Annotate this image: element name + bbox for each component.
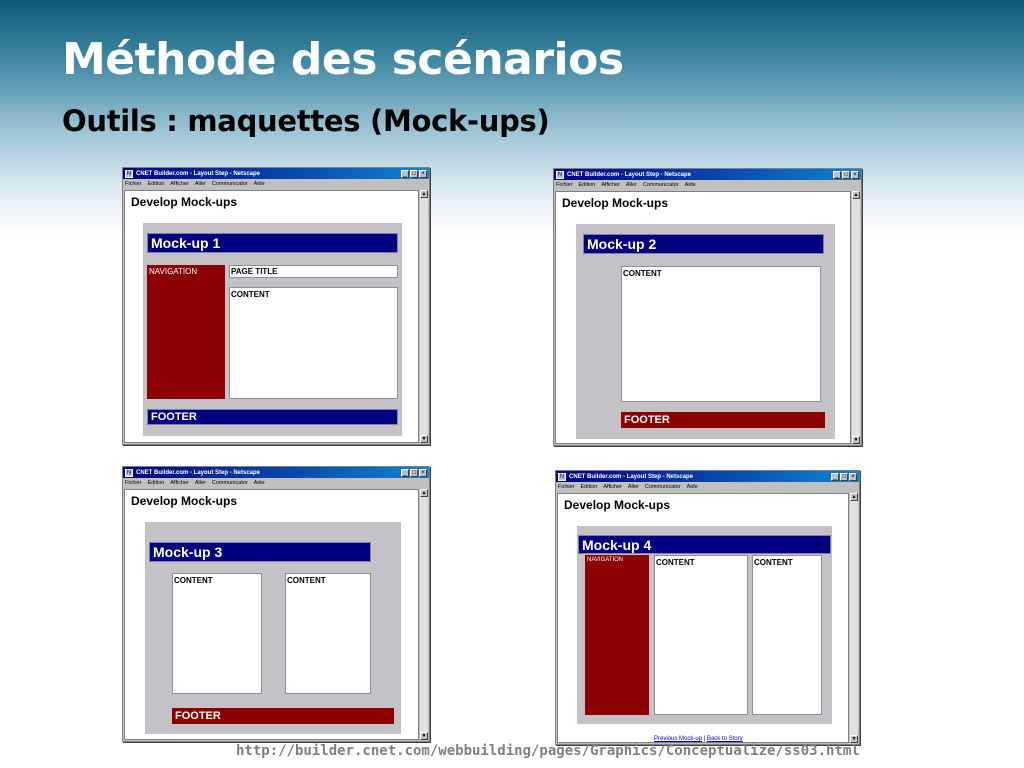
close-button[interactable]: ×	[419, 170, 427, 178]
menu-afficher[interactable]: Afficher	[170, 480, 189, 486]
menu-fichier[interactable]: Fichier	[558, 484, 575, 490]
content-box-right: CONTENT	[285, 573, 371, 694]
browser-window-3	[122, 466, 430, 742]
window-titlebar[interactable]	[123, 467, 429, 478]
netscape-icon: N	[126, 469, 132, 476]
window-titlebar[interactable]	[554, 169, 861, 180]
content-box-left: CONTENT	[654, 555, 748, 715]
close-button[interactable]: ×	[419, 469, 427, 477]
window-title: CNET Builder.com - Layout Step - Netscape	[569, 473, 694, 480]
page-viewport	[557, 493, 849, 743]
vertical-scrollbar[interactable]	[419, 190, 428, 443]
vertical-scrollbar[interactable]	[849, 493, 858, 743]
mockup-canvas	[143, 223, 402, 436]
scroll-down-arrow[interactable]: ▼	[421, 436, 427, 442]
menu-aide[interactable]: Aide	[684, 182, 696, 188]
menu-fichier[interactable]: Fichier	[125, 480, 142, 486]
menu-afficher[interactable]: Afficher	[170, 181, 189, 187]
page-viewport	[124, 190, 419, 443]
scroll-up-arrow[interactable]: ▲	[853, 192, 859, 198]
navigation-column: NAVIGATION	[147, 265, 225, 399]
netscape-icon: N	[559, 473, 565, 480]
menu-communicator[interactable]: Communicator	[644, 484, 681, 490]
content-box-left: CONTENT	[172, 573, 262, 694]
scroll-down-arrow[interactable]: ▼	[853, 437, 859, 443]
maximize-button[interactable]: □	[410, 170, 418, 178]
content-box: CONTENT	[229, 287, 398, 399]
navigation-column: NAVIGATION	[585, 555, 649, 715]
page-title-box: PAGE TITLE	[229, 265, 398, 278]
menu-bar	[123, 179, 429, 189]
mockup-title-bar: Mock-up 1	[147, 233, 398, 253]
window-titlebar[interactable]	[123, 168, 429, 179]
maximize-button[interactable]: □	[842, 171, 850, 179]
minimize-button[interactable]: _	[831, 473, 839, 481]
menu-edition[interactable]: Edition	[147, 181, 165, 187]
footer-bar: FOOTER	[147, 409, 398, 425]
menu-fichier[interactable]: Fichier	[556, 182, 573, 188]
menu-edition[interactable]: Edition	[578, 182, 596, 188]
window-title: CNET Builder.com - Layout Step - Netscape	[567, 171, 692, 178]
mockup-title-bar: Mock-up 2	[583, 234, 824, 254]
mockup-canvas	[145, 522, 401, 734]
close-button[interactable]: ×	[849, 473, 857, 481]
menu-edition[interactable]: Edition	[580, 484, 598, 490]
window-title: CNET Builder.com - Layout Step - Netscape	[136, 469, 261, 476]
footer-bar: FOOTER	[621, 412, 825, 428]
page-heading: Develop Mock-ups	[131, 494, 238, 508]
previous-mockup-link[interactable]: Previous Mock-up	[654, 736, 703, 742]
slide-subtitle: Outils : maquettes (Mock-ups)	[62, 104, 550, 138]
menu-aller[interactable]: Aller	[194, 480, 206, 486]
vertical-scrollbar[interactable]	[419, 489, 428, 740]
netscape-icon: N	[126, 170, 132, 177]
link-separator: |	[703, 736, 706, 742]
vertical-scrollbar[interactable]	[851, 191, 860, 444]
maximize-button[interactable]: □	[410, 469, 418, 477]
minimize-button[interactable]: _	[833, 171, 841, 179]
menu-bar	[123, 478, 429, 488]
page-heading: Develop Mock-ups	[131, 195, 238, 209]
page-heading: Develop Mock-ups	[564, 498, 671, 512]
menu-aide[interactable]: Aide	[253, 480, 265, 486]
menu-fichier[interactable]: Fichier	[125, 181, 142, 187]
browser-window-1	[122, 167, 430, 445]
window-title: CNET Builder.com - Layout Step - Netscape	[136, 170, 261, 177]
mockup-title-bar: Mock-up 3	[149, 542, 371, 562]
scroll-up-arrow[interactable]: ▲	[851, 494, 857, 500]
minimize-button[interactable]: _	[401, 170, 409, 178]
browser-window-2	[553, 168, 862, 446]
minimize-button[interactable]: _	[401, 469, 409, 477]
netscape-icon: N	[557, 171, 563, 178]
slide-title: Méthode des scénarios	[62, 34, 624, 85]
menu-aller[interactable]: Aller	[627, 484, 639, 490]
menu-communicator[interactable]: Communicator	[642, 182, 679, 188]
menu-bar	[556, 482, 859, 492]
mockup-title-bar: Mock-up 4	[578, 535, 831, 554]
menu-communicator[interactable]: Communicator	[211, 181, 248, 187]
menu-afficher[interactable]: Afficher	[603, 484, 622, 490]
page-heading: Develop Mock-ups	[562, 196, 669, 210]
back-to-story-link[interactable]: Back to Story	[706, 736, 743, 742]
scroll-down-arrow[interactable]: ▼	[421, 733, 427, 739]
menu-aller[interactable]: Aller	[194, 181, 206, 187]
menu-aide[interactable]: Aide	[686, 484, 698, 490]
menu-bar	[554, 180, 861, 190]
close-button[interactable]: ×	[851, 171, 859, 179]
mockup-canvas	[577, 526, 832, 724]
scroll-up-arrow[interactable]: ▲	[421, 191, 427, 197]
footer-bar: FOOTER	[172, 708, 394, 724]
page-viewport	[124, 489, 419, 740]
content-box: CONTENT	[621, 266, 821, 402]
source-url: http://builder.cnet.com/webbuilding/pages/Graphics/Conceptualize/ss03.html	[236, 743, 860, 759]
menu-aide[interactable]: Aide	[253, 181, 265, 187]
scroll-up-arrow[interactable]: ▲	[421, 490, 427, 496]
menu-afficher[interactable]: Afficher	[601, 182, 620, 188]
scroll-down-arrow[interactable]: ▼	[851, 736, 857, 742]
mockup-canvas	[576, 224, 835, 439]
browser-window-4	[555, 470, 860, 745]
page-viewport	[555, 191, 851, 444]
content-box-right: CONTENT	[752, 555, 822, 715]
window-titlebar[interactable]	[556, 471, 859, 482]
menu-edition[interactable]: Edition	[147, 480, 165, 486]
mockup-nav-links	[654, 736, 743, 742]
menu-aller[interactable]: Aller	[625, 182, 637, 188]
maximize-button[interactable]: □	[840, 473, 848, 481]
menu-communicator[interactable]: Communicator	[211, 480, 248, 486]
